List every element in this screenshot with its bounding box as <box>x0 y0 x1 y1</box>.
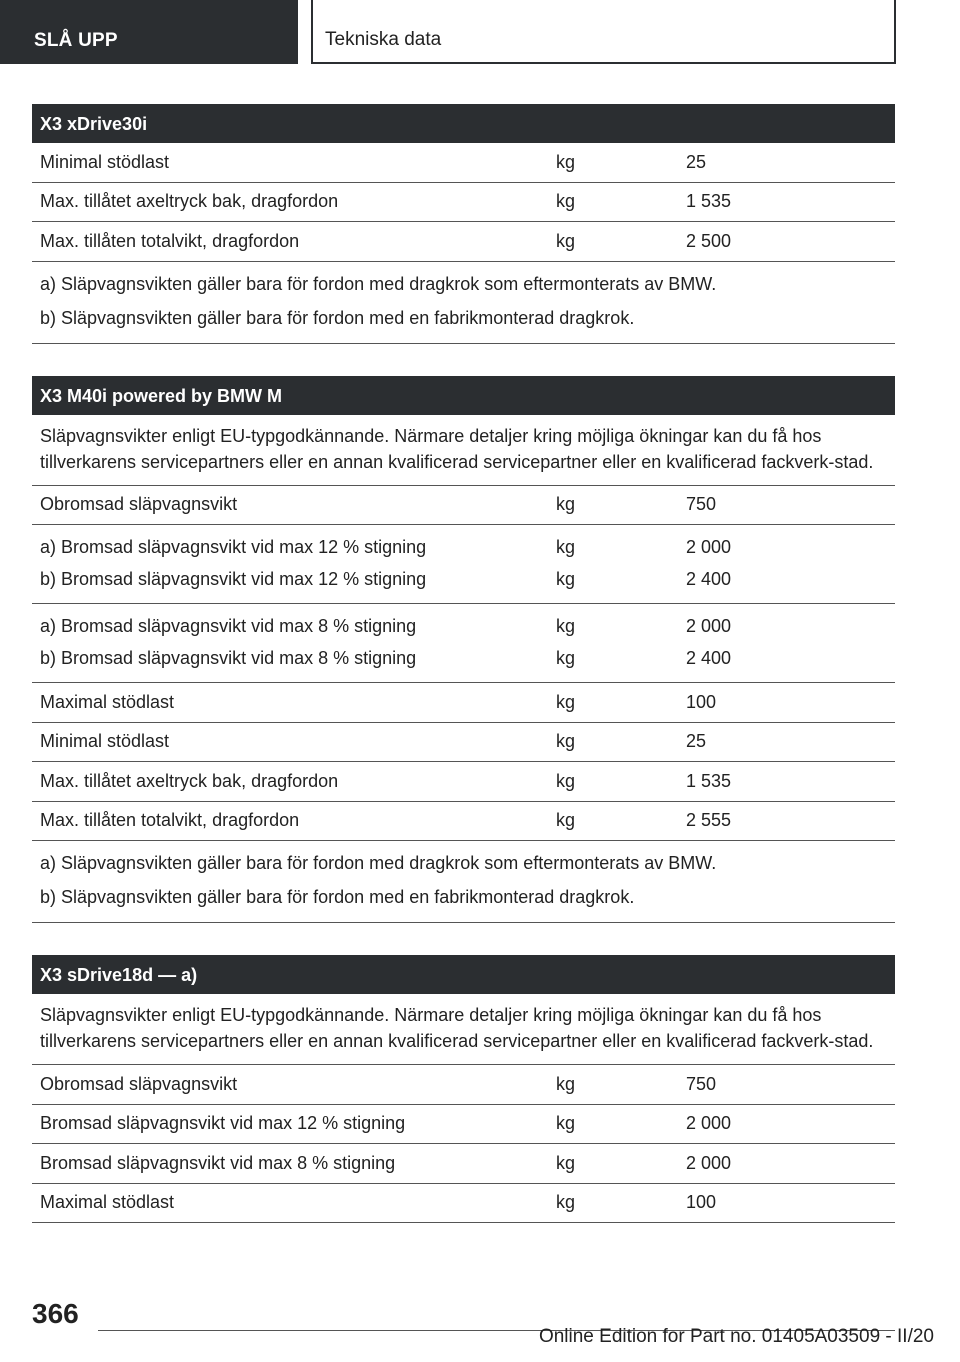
row-unit: kg <box>556 151 576 172</box>
table-row <box>32 183 895 223</box>
row-label: Maximal stödlast <box>40 691 175 712</box>
table-row <box>32 1105 895 1145</box>
footnotes <box>32 262 895 344</box>
row-value: 25 <box>686 731 707 752</box>
table-row <box>32 1184 895 1224</box>
section-intro: Släpvagnsvikter enligt EU-typgodkännande. Närmare detaljer kring möjliga ökningar kan du få hos tillverkarens servicepartners eller en annan kvalificerad servicepartner eller en kvalificerad fackverk-stad. <box>32 415 895 486</box>
row-value: 100 <box>686 1192 717 1213</box>
row-unit: kg <box>556 1073 576 1094</box>
row-unit: kg <box>556 494 576 515</box>
page-content <box>32 104 895 1223</box>
row-label: Bromsad släpvagnsvikt vid max 8 % stigning <box>40 1152 396 1173</box>
table-row <box>32 1144 895 1184</box>
section-header-x3-xdrive30i: X3 xDrive30i <box>32 104 895 143</box>
row-unit-b: kg <box>556 569 576 589</box>
footer-edition-text: Online Edition for Part no. 01405A03509 - II/20 <box>538 1326 934 1347</box>
row-label: Max. tillåtet axeltryck bak, dragfordon <box>40 191 339 212</box>
row-label: Bromsad släpvagnsvikt vid max 12 % stigning <box>40 1113 406 1134</box>
row-label: Max. tillåten totalvikt, dragfordon <box>40 230 300 251</box>
row-label-a: a) Bromsad släpvagnsvikt vid max 12 % stigning <box>40 537 427 557</box>
row-value: 2 000 <box>686 1152 732 1173</box>
table-row <box>32 723 895 763</box>
row-value: 2 000 <box>686 1113 732 1134</box>
table-row <box>32 486 895 526</box>
row-value-a: 2 000 <box>686 537 732 557</box>
section-header-x3-m40i: X3 M40i powered by BMW M <box>32 376 895 415</box>
row-label-b: b) Bromsad släpvagnsvikt vid max 8 % stigning <box>40 648 417 668</box>
footnote-a: a) Släpvagnsvikten gäller bara för fordon med dragkrok som eftermonterats av BMW. <box>40 273 717 294</box>
row-unit: kg <box>556 230 576 251</box>
row-label: Maximal stödlast <box>40 1192 175 1213</box>
row-value-b: 2 400 <box>686 569 732 589</box>
row-label: Max. tillåtet axeltryck bak, dragfordon <box>40 770 339 791</box>
row-value: 100 <box>686 691 717 712</box>
table-row <box>32 802 895 842</box>
row-unit-a: kg <box>556 537 576 557</box>
section-spacer <box>32 923 895 955</box>
row-value: 1 535 <box>686 191 732 212</box>
row-unit: kg <box>556 731 576 752</box>
table-row <box>32 222 895 262</box>
table-row <box>32 683 895 723</box>
row-value: 750 <box>686 1073 717 1094</box>
section-spacer <box>32 344 895 376</box>
row-label: Minimal stödlast <box>40 151 170 172</box>
row-unit: kg <box>556 1152 576 1173</box>
row-label-a: a) Bromsad släpvagnsvikt vid max 8 % stigning <box>40 616 417 636</box>
row-label-b: b) Bromsad släpvagnsvikt vid max 12 % stigning <box>40 569 427 589</box>
table-row <box>32 1065 895 1105</box>
row-unit: kg <box>556 1113 576 1134</box>
table-row <box>32 762 895 802</box>
row-unit-b: kg <box>556 648 576 668</box>
table-row <box>32 143 895 183</box>
row-unit: kg <box>556 691 576 712</box>
row-value: 25 <box>686 151 707 172</box>
table-row-double <box>32 525 895 604</box>
section-intro: Släpvagnsvikter enligt EU-typgodkännande. Närmare detaljer kring möjliga ökningar kan du få hos tillverkarens servicepartners eller en annan kvalificerad servicepartner eller en kvalificerad fackverk-stad. <box>32 994 895 1065</box>
row-label: Obromsad släpvagnsvikt <box>40 494 238 515</box>
footnotes <box>32 841 895 923</box>
row-unit: kg <box>556 1192 576 1213</box>
row-value: 2 500 <box>686 230 732 251</box>
chapter-title-tab[interactable]: Tekniska data <box>311 0 896 64</box>
table-row-double <box>32 604 895 683</box>
row-label: Max. tillåten totalvikt, dragfordon <box>40 810 300 831</box>
footnote-b: b) Släpvagnsvikten gäller bara för fordon med en fabrikmonterad dragkrok. <box>40 887 635 907</box>
row-label: Minimal stödlast <box>40 731 170 752</box>
row-value: 750 <box>686 494 717 515</box>
row-unit: kg <box>556 810 576 831</box>
row-value: 2 555 <box>686 810 732 831</box>
section-tab-lookup[interactable]: SLÅ UPP <box>0 0 298 64</box>
row-unit-a: kg <box>556 616 576 636</box>
section-header-x3-sdrive18d: X3 sDrive18d — a) <box>32 955 895 994</box>
row-label: Obromsad släpvagnsvikt <box>40 1073 238 1094</box>
page-number: 366 <box>32 1298 79 1329</box>
row-value-a: 2 000 <box>686 616 732 636</box>
footnote-b: b) Släpvagnsvikten gäller bara för fordon med en fabrikmonterad dragkrok. <box>40 307 635 328</box>
row-unit: kg <box>556 770 576 791</box>
footnote-a: a) Släpvagnsvikten gäller bara för fordon med dragkrok som eftermonterats av BMW. <box>40 853 717 873</box>
row-value: 1 535 <box>686 770 732 791</box>
row-value-b: 2 400 <box>686 648 732 668</box>
row-unit: kg <box>556 191 576 212</box>
